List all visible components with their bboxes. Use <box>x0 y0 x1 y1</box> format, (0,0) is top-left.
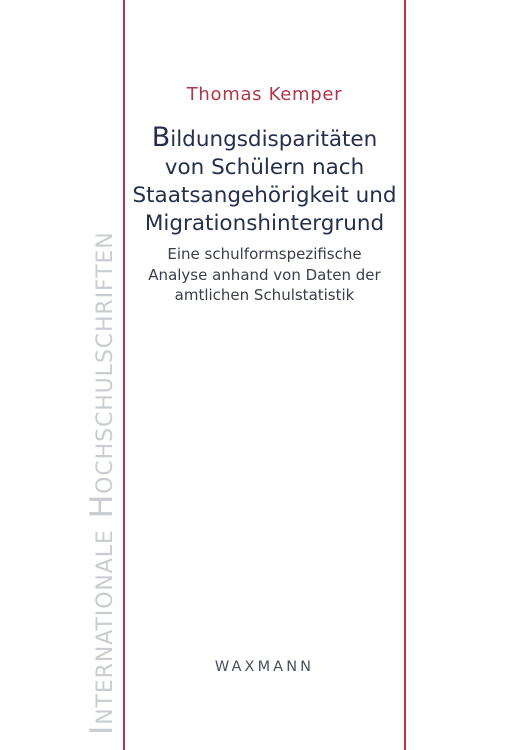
author-name: Thomas Kemper <box>186 84 343 105</box>
subtitle-line-2: Analyse anhand von Daten der <box>148 265 381 284</box>
subtitle-line-1: Eine schulformspezifische <box>167 245 362 263</box>
title-line-1 <box>125 124 404 154</box>
right-red-rule <box>404 0 406 750</box>
title-line-4: Migrationshintergrund <box>144 211 385 236</box>
publisher-name: WAXMANN <box>214 659 315 675</box>
subtitle-line-3: amtlichen Schulstatistik <box>174 286 355 304</box>
series-name: Internationale Hochschulschriften <box>84 231 120 735</box>
title-line-1-rest: ildungsdisparitäten <box>170 127 378 152</box>
title-line-2: von Schülern nach <box>164 155 365 180</box>
title-line-3: Staatsangehörigkeit und <box>132 183 397 208</box>
title-first-letter: B <box>151 122 171 153</box>
book-title <box>125 124 404 238</box>
book-subtitle <box>125 244 404 306</box>
